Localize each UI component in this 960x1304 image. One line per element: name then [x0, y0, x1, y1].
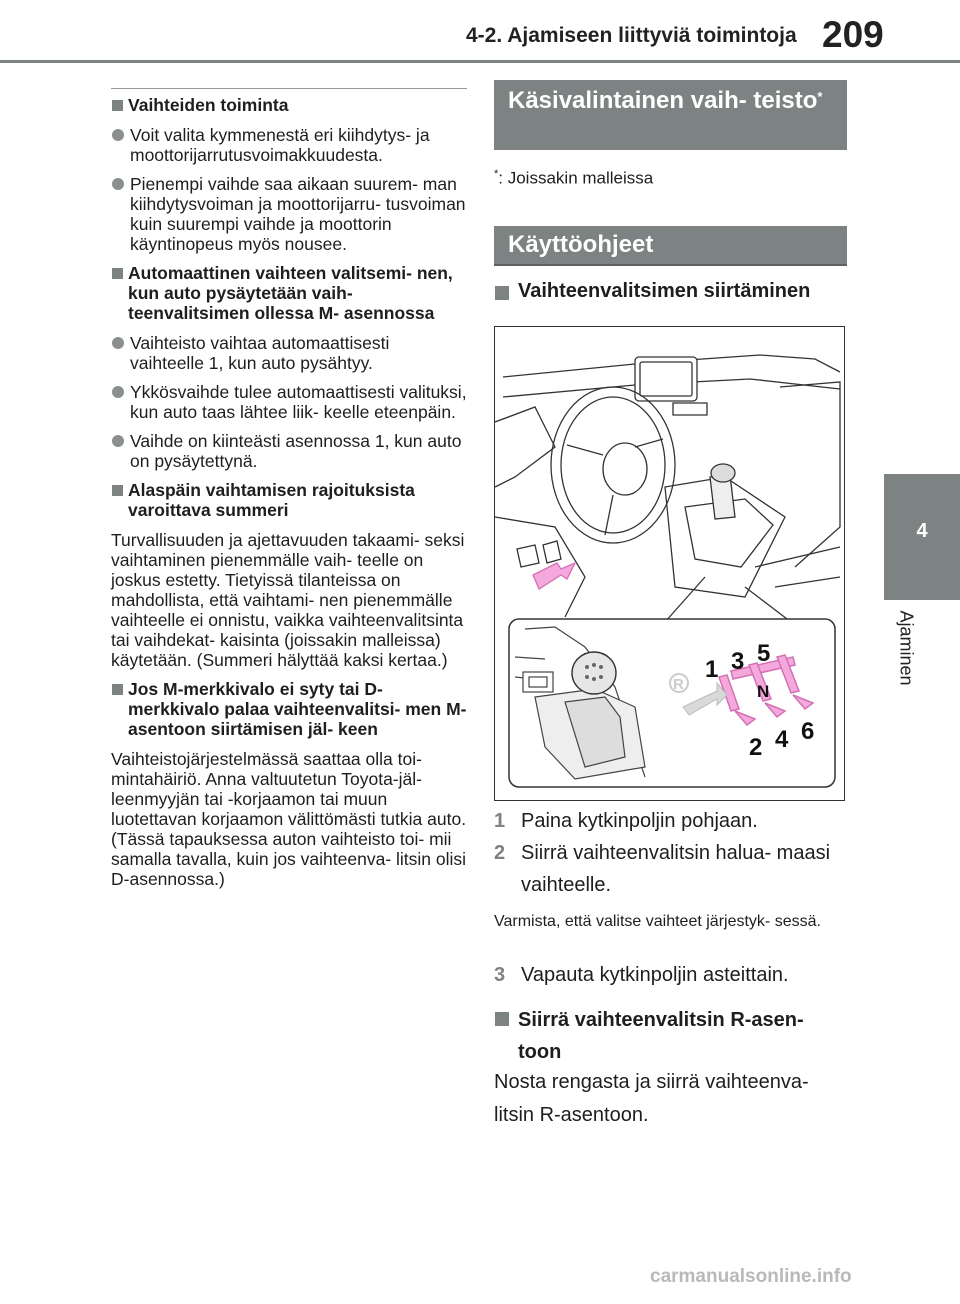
step-number: 2: [494, 842, 506, 864]
paragraph: Vaihteistojärjestelmässä saattaa olla toi- mintahäiriö. Anna valtuutetun Toyota-jäl- leenmyyjän tai -korjaamon tai muun luotettavan korjaamon välittömästi tutkia auto.: [111, 749, 467, 829]
subheading-reverse: Siirrä vaihteenvalitsin R-asen- toon: [494, 1004, 844, 1068]
bullet-item: Voit valita kymmenestä eri kiihdytys- ja moottorijarrutusvoimakkuudesta.: [111, 125, 467, 165]
chapter-label: Ajaminen: [896, 610, 917, 686]
clutch-arrow-icon: [533, 563, 575, 589]
page-number: 209: [822, 14, 884, 55]
section-title: 4-2. Ajamiseen liittyviä toimintoja: [466, 24, 797, 47]
paragraph: Turvallisuuden ja ajettavuuden takaami- seksi vaihtaminen pienemmälle vaih- teelle on joskus estetty. Tietyissä tilanteissa on mahdollista, että vaihtami- nen pienemmälle vaihteelle ei onnistu, vaikka vaihteenvalitsinta tai vaihdekat- kaisinta (joissakin malleissa) käytetään. (Summeri hälyttää kaksi kertaa.): [111, 530, 465, 670]
subheading-m-indicator: Jos M-merkkivalo ei syty tai D- merkkivalo palaa vaihteenvalitsi- men M-asentoon siirtämisen jäl- keen: [111, 679, 467, 739]
round-bullet-icon: [112, 178, 124, 190]
square-bullet-icon: [495, 286, 509, 300]
header-rule: [0, 60, 960, 63]
square-bullet-icon: [112, 485, 123, 496]
left-column: [111, 88, 467, 898]
watermark: carmanualsonline.info: [650, 1266, 852, 1287]
note-text: Varmista, että valitse vaihteet järjestyk- sessä.: [494, 913, 821, 930]
footnote: *: Joissakin malleissa: [494, 168, 654, 188]
gear-label-1: 1: [705, 656, 719, 683]
subheading-shift-lever: Vaihteenvalitsimen siirtäminen: [494, 280, 810, 303]
square-bullet-icon: [112, 684, 123, 695]
gear-label-3: 3: [731, 648, 745, 675]
step-number: 1: [494, 810, 506, 832]
bullet-item: Vaihde on kiinteästi asennossa 1, kun auto on pysäytettynä.: [111, 431, 467, 471]
step-number: 3: [494, 964, 506, 986]
step-1: 1 Paina kytkinpoljin pohjaan.: [494, 810, 758, 832]
reverse-label: R: [673, 676, 684, 693]
round-bullet-icon: [112, 435, 124, 447]
round-bullet-icon: [112, 386, 124, 398]
cockpit-illustration: [495, 327, 844, 800]
square-bullet-icon: [495, 1012, 509, 1026]
shift-knob-icon: [572, 652, 616, 694]
square-bullet-icon: [112, 100, 123, 111]
gear-label-n: N: [757, 682, 770, 701]
gear-label-5: 5: [757, 640, 771, 667]
section-band-instructions: Käyttöohjeet: [494, 226, 847, 266]
section-band-manual-transmission: Käsivalintainen vaih- teisto*: [494, 80, 847, 150]
square-bullet-icon: [112, 268, 123, 279]
chapter-tab: [884, 474, 960, 600]
gear-label-2: 2: [749, 734, 763, 761]
subheading-gear-operation: Vaihteiden toiminta: [111, 95, 467, 115]
step-2: 2 Siirrä vaihteenvalitsin halua- maasi vaihteelle.: [494, 837, 844, 901]
paragraph: Nosta rengasta ja siirrä vaihteenva- litsin R-asentoon.: [494, 1071, 809, 1126]
subheading-auto-select: Automaattinen vaihteen valitsemi- nen, kun auto pysäytetään vaih- teenvalitsimen ollessa M- asennossa: [111, 263, 467, 323]
gear-label-6: 6: [801, 718, 815, 745]
paragraph: (Tässä tapauksessa auton vaihteisto toi- mii samalla tavalla, kuin jos vaihteenva- litsin olisi D-asennossa.): [111, 829, 467, 889]
bullet-item: Vaihteisto vaihtaa automaattisesti vaihteelle 1, kun auto pysähtyy.: [111, 333, 467, 373]
subheading-downshift-buzzer: Alaspäin vaihtamisen rajoituksista varoittava summeri: [111, 480, 467, 520]
round-bullet-icon: [112, 337, 124, 349]
footnote-mark: *: [817, 89, 823, 104]
chapter-number: 4: [916, 520, 928, 542]
gear-label-4: 4: [775, 726, 789, 753]
shift-pattern-illustration: [494, 326, 845, 801]
round-bullet-icon: [112, 129, 124, 141]
step-3: 3 Vapauta kytkinpoljin asteittain.: [494, 964, 789, 986]
bullet-item: Ykkösvaihde tulee automaattisesti valituksi, kun auto taas lähtee liik- keelle eteenpäin.: [111, 382, 467, 422]
bullet-item: Pienempi vaihde saa aikaan suurem- man kiihdytysvoiman ja moottorijarru- tusvoiman kuin suurempi vaihde ja moottorin käyntinopeus myös nousee.: [111, 174, 467, 254]
